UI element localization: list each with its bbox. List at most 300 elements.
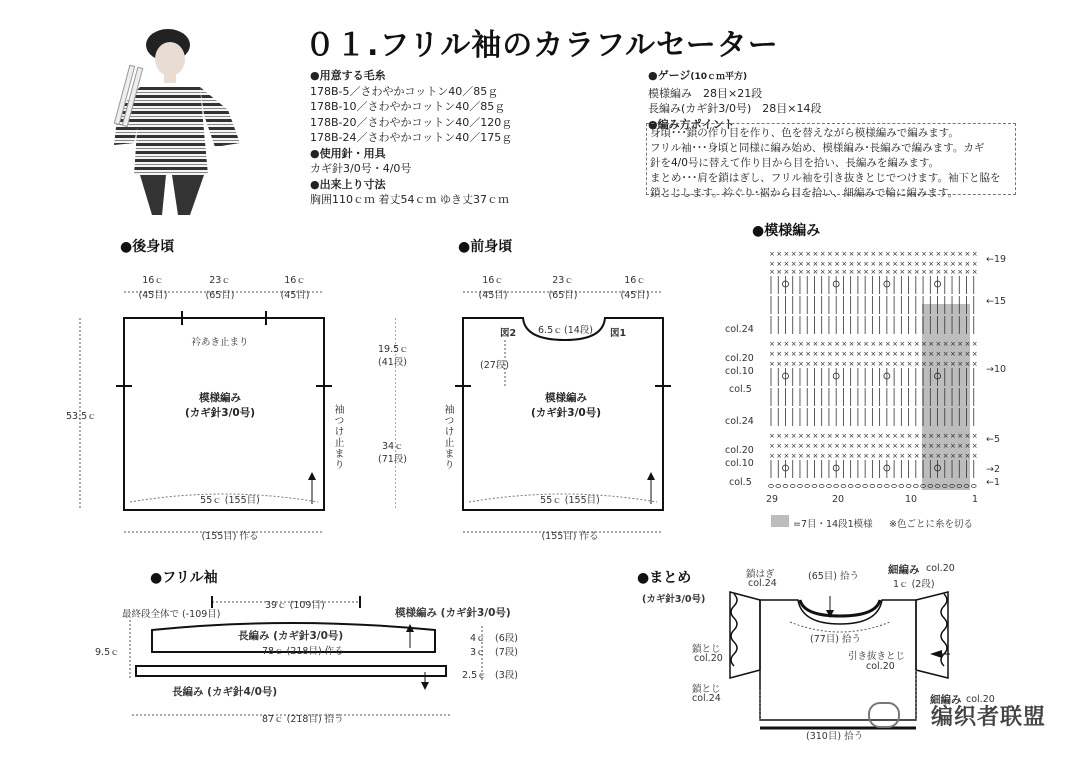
stitch-symbol: × [812,442,819,450]
stitch-symbol: × [819,360,826,368]
stitch-symbol: × [913,452,920,460]
stitch-symbol: × [964,350,971,358]
stitch-symbol: × [913,432,920,440]
stitch-symbol: × [769,260,775,268]
stitch-symbol: × [863,260,870,268]
finish-sc2: 細編み [930,694,962,706]
back-neck-label: 衿あき止まり [191,337,249,348]
col-label: col.20 [725,353,754,364]
front-neck-rows: (14段) [564,325,594,336]
row-marker-2: →2 [986,464,1001,475]
stitch-symbol: × [971,452,978,460]
stitch-symbol: × [776,260,783,268]
stitch-symbol [819,484,824,487]
finish-chain-close1: 鎖とじ [692,644,721,655]
stitch-symbol [884,484,889,487]
stitch-symbol: × [870,360,877,368]
chart-num: 1 [972,494,979,505]
size-heading: ●出来上り寸法 [310,177,386,191]
stitch-symbol: × [812,268,819,276]
stitch-symbol: × [848,250,855,258]
stitch-symbol: × [892,268,898,276]
front-upper: 19.5ｃ [378,344,409,355]
row-marker-10: →10 [986,364,1007,375]
stitch-symbol: × [848,268,855,276]
stitch-symbol: × [928,442,935,450]
stitch-symbol [892,484,897,487]
front-sts-center: (65目) [548,290,578,301]
stitch-symbol: × [877,350,884,358]
stitch-symbol: × [957,360,964,368]
stitch-symbol: × [783,350,790,358]
stitch-symbol: × [841,268,848,276]
chart-num: 20 [832,494,845,505]
points-box [646,123,1016,199]
stitch-symbol: × [805,360,812,368]
stitch-symbol: × [834,432,841,440]
stitch-symbol: × [863,442,870,450]
stitch-symbol: × [870,432,877,440]
stitch-symbol: × [870,250,877,258]
sleeve-foundation: 78ｃ (218目) 作る [262,646,344,657]
finish-chain-close2-col: col.24 [692,693,721,704]
stitch-symbol [971,484,976,487]
gauge-line: 模様編み 28目×21段 [648,86,763,100]
stitch-symbol: × [863,350,870,358]
stitch-symbol: × [921,452,927,460]
stitch-symbol [805,484,810,487]
stitch-symbol: × [942,250,949,258]
finish-sub: (カギ針3/0号) [642,594,706,605]
stitch-symbol: × [776,340,783,348]
point-line: まとめ･･･肩を鎖はぎし、フリル袖を引き抜きとじでつけます。袖下と脇を [650,172,1001,184]
stitch-symbol: × [921,442,927,450]
stitch-symbol: × [848,452,855,460]
back-center-needle: (カギ針3/0号) [184,407,256,419]
stitch-symbol: × [957,340,964,348]
stitch-symbol: × [805,250,812,258]
stitch-symbol: × [855,452,862,460]
stitch-symbol: × [855,340,862,348]
stitch-symbol: × [899,350,906,358]
stitch-symbol [790,484,795,487]
stitch-symbol [913,484,918,487]
front-fig2: 図2 [500,328,517,339]
stitch-symbol: × [769,432,775,440]
back-foundation: (155目) 作る [201,531,259,542]
stitch-symbol: × [812,360,819,368]
stitch-symbol: × [892,452,898,460]
stitch-symbol: × [783,432,790,440]
row-marker-5: ←5 [986,434,1001,445]
stitch-symbol: × [841,350,848,358]
stitch-symbol: × [964,260,971,268]
stitch-symbol: × [892,260,898,268]
front-upper-rows: (41段) [378,357,408,368]
stitch-symbol: × [776,432,783,440]
stitch-symbol: × [935,260,942,268]
back-dim-center: 23ｃ [209,275,231,286]
stitch-symbol: × [877,268,884,276]
stitch-symbol: × [805,442,812,450]
stitch-symbol: × [913,340,920,348]
stitch-symbol: × [892,432,898,440]
stitch-symbol [834,484,839,487]
finish-sc-rows: 1ｃ (2段) [893,579,935,590]
stitch-symbol: × [819,350,826,358]
front-rows27: (27段) [480,360,510,371]
stitch-symbol: × [826,250,833,258]
stitch-symbol: × [834,260,841,268]
chart-note: ※色ごとに糸を切る [889,519,973,530]
size-text: 胸囲110ｃｍ 着丈54ｃｍ ゆき丈37ｃｍ [310,193,509,206]
stitch-symbol: × [971,340,978,348]
stitch-symbol: × [863,268,870,276]
stitch-symbol: × [834,350,841,358]
stitch-symbol: × [805,260,812,268]
stitch-symbol: × [834,268,841,276]
stitch-symbol: × [921,260,927,268]
stitch-chart [765,244,980,492]
stitch-symbol [769,484,774,487]
stitch-symbol: × [906,340,913,348]
stitch-symbol: × [841,442,848,450]
stitch-symbol: × [797,260,804,268]
wechat-icon [868,702,900,728]
stitch-symbol: × [950,452,956,460]
stitch-symbol: × [834,340,841,348]
stitch-symbol: × [935,268,942,276]
stitch-symbol: × [848,260,855,268]
stitch-symbol: × [805,340,812,348]
stitch-symbol: × [863,452,870,460]
stitch-symbol: × [906,442,913,450]
front-dim-right: 16ｃ [624,275,646,286]
stitch-symbol: × [884,350,891,358]
stitch-symbol: × [855,442,862,450]
stitch-symbol: × [855,260,862,268]
sleeve-heading: ●フリル袖 [150,570,218,586]
stitch-symbol: × [899,250,906,258]
stitch-symbol: × [950,442,956,450]
stitch-symbol: × [906,350,913,358]
stitch-symbol: × [870,260,877,268]
finish-chain-close2: 鎖とじ [692,684,721,695]
stitch-symbol: × [913,360,920,368]
stitch-symbol: × [797,360,804,368]
col-label: col.10 [725,366,754,377]
stitch-symbol [776,484,781,487]
sleeve-bottom-dim: 87ｃ (218目) 拾う [262,714,344,725]
back-bottom-width: 55ｃ (155目) [200,495,260,506]
legend-swatch [771,515,789,527]
stitch-symbol: × [928,260,935,268]
stitch-symbol: × [863,360,870,368]
stitch-symbol: × [877,260,884,268]
back-height: 53.5ｃ [66,411,97,422]
back-dim-left: 16ｃ [142,275,164,286]
stitch-symbol: × [884,360,891,368]
stitch-symbol: × [870,340,877,348]
watermark: 编织者联盟 [930,705,1046,730]
gauge-heading: ●ゲージ [648,69,691,82]
stitch-symbol: × [971,432,978,440]
stitch-symbol: × [957,268,964,276]
stitch-symbol: × [841,250,848,258]
sleeve-last-row: 最終段全体で (-109目) [122,609,221,620]
stitch-symbol: × [848,340,855,348]
stitch-symbol: × [964,340,971,348]
stitch-symbol [870,484,875,487]
finish-slip: 引き抜きとじ [848,651,906,662]
stitch-symbol: × [790,340,797,348]
points-heading: ●編み方ポイント [648,117,735,131]
stitch-symbol: × [848,350,855,358]
stitch-symbol: × [899,360,906,368]
back-heading: ●後身頃 [120,239,175,255]
stitch-symbol: × [942,360,949,368]
stitch-symbol: × [935,250,942,258]
front-heading: ●前身頃 [458,239,513,255]
stitch-symbol [841,484,846,487]
stitch-symbol: × [950,360,956,368]
stitch-symbol: × [877,432,884,440]
sleeve-h3: 2.5ｃ [462,670,487,681]
stitch-symbol: × [964,268,971,276]
chart-num: 29 [766,494,779,505]
stitch-symbol [783,484,788,487]
stitch-symbol: × [971,442,978,450]
point-line: 身頃･･･鎖の作り目を作り、色を替えながら模様編みで編みます。 [650,127,959,139]
stitch-symbol: × [913,442,920,450]
stitch-symbol: × [913,350,920,358]
stitch-symbol: × [783,360,790,368]
stitch-symbol: × [812,452,819,460]
stitch-symbol: × [877,452,884,460]
stitch-symbol: × [892,360,898,368]
chart-heading: ●模様編み [752,223,821,239]
stitch-symbol: × [942,340,949,348]
back-center-label: 模様編み [199,392,241,404]
page-title: ０１.フリル袖のカラフルセーター [305,28,779,63]
stitch-symbol: × [812,432,819,440]
stitch-symbol [798,484,803,487]
stitch-symbol: × [863,340,870,348]
col-label: col.24 [725,416,754,427]
stitch-symbol: × [855,268,862,276]
stitch-symbol: × [834,250,841,258]
stitch-symbol: × [812,340,819,348]
stitch-symbol: × [892,250,898,258]
stitch-symbol: × [826,260,833,268]
stitch-symbol: × [870,350,877,358]
stitch-symbol: × [769,360,775,368]
stitch-symbol: × [899,432,906,440]
stitch-symbol: × [935,452,942,460]
finish-chain-join: 鎖はぎ [746,569,775,580]
col-label: col.5 [729,477,752,488]
stitch-symbol: × [892,350,898,358]
stitch-symbol: × [899,260,906,268]
stitch-symbol: × [884,340,891,348]
stitch-symbol: × [805,350,812,358]
stitch-symbol: × [797,432,804,440]
stitch-symbol: × [870,452,877,460]
stitch-symbol: × [884,432,891,440]
stitch-symbol: × [899,340,906,348]
row-marker-19: ←19 [986,254,1007,265]
front-fig1: 図1 [610,328,627,339]
front-lower-rows: (71段) [378,454,408,465]
stitch-symbol: × [812,260,819,268]
stitch-symbol: × [928,250,935,258]
stitch-symbol: × [964,432,971,440]
stitch-symbol: × [855,360,862,368]
yarn-line: 178B-24／さわやかコットン40／175ｇ [310,131,513,144]
yarn-line: 178B-5／さわやかコットン40／85ｇ [310,84,499,98]
front-sts-left: (45目) [478,290,508,301]
stitch-symbol: × [855,432,862,440]
finish-pick65: (65目) 拾う [808,571,860,582]
finish-pick77: (77目) 拾う [810,634,862,645]
stitch-symbol: × [964,442,971,450]
stitch-symbol: × [863,432,870,440]
stitch-symbol: × [826,452,833,460]
tools-text: カギ針3/0号・4/0号 [310,162,412,175]
stitch-symbol: × [928,340,935,348]
finish-pick310: (310目) 拾う [806,731,864,742]
stitch-symbol: × [826,340,833,348]
stitch-symbol: × [906,432,913,440]
stitch-symbol: × [819,340,826,348]
col-label: col.5 [729,384,752,395]
stitch-symbol: × [957,250,964,258]
sleeve-h2: 3ｃ [470,647,486,658]
stitch-symbol: × [884,268,891,276]
stitch-symbol: × [971,250,978,258]
stitch-symbol: × [769,350,775,358]
col-label: col.24 [725,324,754,335]
front-sleeve-stop: 袖つけ止まり [442,404,453,470]
stitch-symbol: × [935,350,942,358]
sleeve-dc-label: 長編み (カギ針3/0号) [238,630,344,642]
stitch-symbol: × [819,442,826,450]
stitch-symbol: × [942,452,949,460]
row-marker-1: ←1 [986,477,1001,488]
stitch-symbol: × [899,452,906,460]
stitch-symbol: × [957,260,964,268]
finish-diagram [720,580,960,740]
materials-block [310,68,512,208]
stitch-symbol: × [892,340,898,348]
stitch-symbol: × [906,268,913,276]
front-foundation: (155目) 作る [541,531,599,542]
sleeve-h1-rows: (6段) [495,633,518,644]
stitch-symbol [899,484,904,487]
back-sts-left: (45目) [138,290,168,301]
stitch-symbol: × [776,442,783,450]
stitch-symbol: × [783,340,790,348]
front-dim-center: 23ｃ [552,275,574,286]
stitch-symbol: × [797,442,804,450]
stitch-symbol: × [783,268,790,276]
sleeve-pattern-label: 模様編み (カギ針3/0号) [395,607,511,619]
stitch-symbol: × [950,260,956,268]
stitch-symbol: × [935,360,942,368]
stitch-symbol: × [928,452,935,460]
stitch-symbol: × [797,350,804,358]
stitch-symbol: × [942,432,949,440]
model-photo [100,15,250,215]
stitch-symbol: × [776,350,783,358]
stitch-symbol: × [848,360,855,368]
stitch-symbol: × [834,452,841,460]
point-line: 鎖とじします。衿ぐり･裾から目を拾い、細編みで輪に編みます。 [650,187,959,199]
stitch-symbol: × [950,250,956,258]
stitch-symbol: × [826,360,833,368]
stitch-symbol: × [797,250,804,258]
stitch-symbol: × [913,260,920,268]
stitch-symbol: × [812,250,819,258]
stitch-symbol: × [957,432,964,440]
stitch-symbol: × [957,350,964,358]
front-center-label: 模様編み [545,392,587,404]
stitch-symbol: × [884,250,891,258]
stitch-symbol: × [942,268,949,276]
stitch-symbol: × [921,250,927,258]
stitch-symbol: × [935,340,942,348]
front-center-needle: (カギ針3/0号) [530,407,602,419]
stitch-symbol: × [892,442,898,450]
chart-num: 10 [905,494,918,505]
stitch-symbol [906,484,911,487]
stitch-symbol: × [826,432,833,440]
stitch-symbol: × [884,442,891,450]
front-dim-left: 16ｃ [482,275,504,286]
stitch-symbol: × [855,250,862,258]
stitch-symbol: × [921,350,927,358]
chart-legend: =7目・14段1模様 [793,519,873,530]
stitch-symbol: × [848,432,855,440]
stitch-symbol: × [834,360,841,368]
stitch-symbol: × [964,250,971,258]
stitch-symbol: × [942,260,949,268]
stitch-symbol: × [834,442,841,450]
stitch-symbol: × [950,432,956,440]
stitch-symbol [848,484,853,487]
sleeve-h2-rows: (7段) [495,647,518,658]
stitch-symbol: × [797,268,804,276]
stitch-symbol: × [790,250,797,258]
stitch-symbol: × [964,452,971,460]
gauge-heading-small: (10ｃｍ平方) [690,72,748,82]
stitch-symbol: × [797,452,804,460]
stitch-symbol: × [942,350,949,358]
stitch-symbol: × [870,442,877,450]
point-line: 針を4/0号に替えて作り目から目を拾い、長編みを編みます。 [650,157,940,169]
stitch-symbol: × [783,442,790,450]
stitch-symbol: × [928,360,935,368]
front-bottom-width: 55ｃ (155目) [540,495,600,506]
yarn-heading: ●用意する毛糸 [310,69,386,82]
stitch-symbol: × [913,268,920,276]
stitch-symbol: × [935,442,942,450]
back-sts-right: (45目) [280,290,310,301]
stitch-symbol: × [819,452,826,460]
stitch-symbol: × [906,452,913,460]
stitch-symbol: × [805,432,812,440]
stitch-symbol: × [928,350,935,358]
